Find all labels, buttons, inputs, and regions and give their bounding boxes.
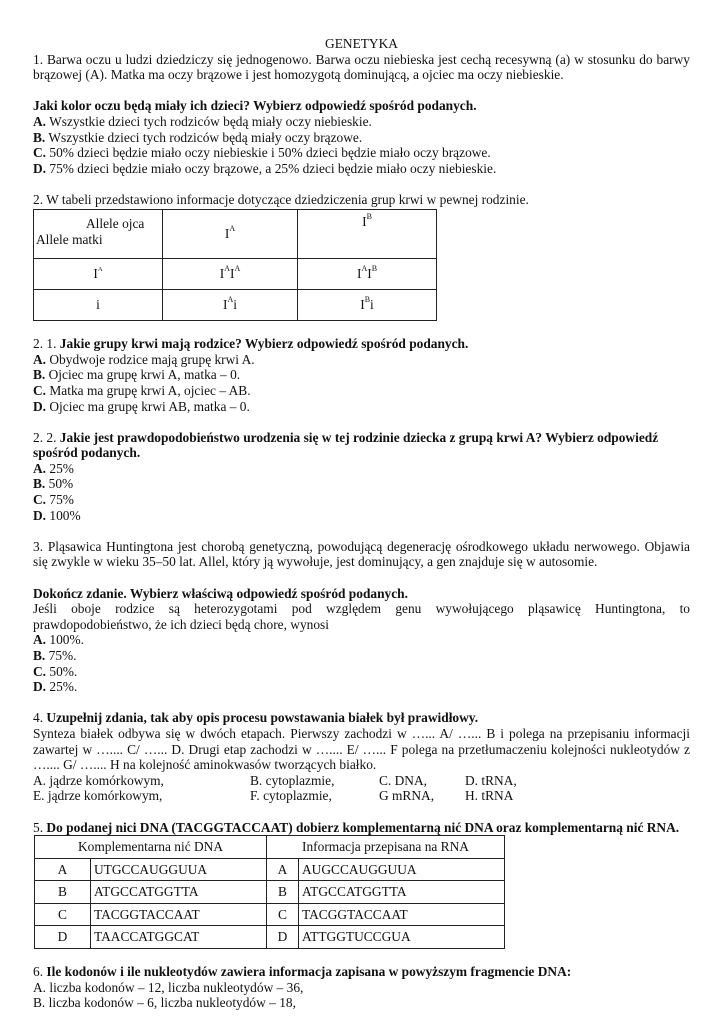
mother-allele-2: i: [34, 289, 163, 320]
dna-header: Komplementarna nić DNA: [35, 836, 267, 859]
q1-answer-a: A. Wszystkie dzieci tych rodziców będą miały oczy niebieskie.: [33, 113, 372, 129]
table-row: C TACGGTACCAAT C TACGGTACCAAT: [35, 903, 505, 926]
q4-question: 4. Uzupełnij zdania, tak aby opis procesu powstawania białek był prawidłowy.: [33, 710, 479, 726]
table-corner-cell: [34, 209, 163, 258]
table-row: D TAACCATGGCAT D ATTGGTUCCGUA: [35, 926, 505, 949]
father-alleles-label: Allele ojca: [86, 215, 145, 231]
q3-answer-d: D. 25%.: [33, 679, 78, 695]
q2-2-answer-c: C. 75%: [33, 492, 74, 508]
page-title: GENETYKA: [325, 36, 398, 51]
q3-answer-c: C. 50%.: [33, 663, 78, 679]
father-allele-2: $I^B$: [298, 209, 437, 258]
q4-options-row-1: A. jądrze komórkowym, B. cytoplazmie, C. DNA, D. tRNA,: [33, 772, 517, 788]
rna-header: Informacja przepisana na RNA: [267, 836, 505, 859]
q2-1-answer-c: C. Matka ma grupę krwi A, ojciec – AB.: [33, 382, 251, 398]
mother-alleles-label: Allele matki: [36, 231, 103, 247]
dna-table: [34, 835, 505, 949]
q6-question: 6. Ile kodonów i ile nukleotydów zawiera informacja zapisana w powyższym fragmencie DNA:: [33, 964, 572, 980]
blood-group-table: [33, 209, 437, 321]
q1-question: Jaki kolor oczu będą miały ich dzieci? Wybierz odpowiedź spośród podanych.: [33, 98, 477, 114]
q4-options-row-2: E. jądrze komórkowym, F. cytoplazmie, G mRNA, H. tRNA: [33, 788, 514, 804]
q2-2-question: 2. 2. Jakie jest prawdopodobieństwo urodzenia się w tej rodzinie dziecka z grupą krwi A? Wybierz odpowiedź spośród podanych.: [33, 429, 659, 461]
q3-stem: Jeśli oboje rodzice są heterozygotami pod względem genu wywołującego pląsawicę Huntingtona, to prawdopodobieństwo, że ich dzieci będą chore, wynosi: [33, 601, 690, 632]
q2-2-answer-a: A. 25%: [33, 460, 74, 476]
father-allele-1: $I^A$: [163, 209, 298, 258]
q1-answer-c: C. 50% dzieci będzie miało oczy niebieskie i 50% dzieci będzie miało oczy brązowe.: [33, 145, 491, 161]
q2-1-question: 2. 1. Jakie grupy krwi mają rodzice? Wybierz odpowiedź spośród podanych.: [33, 336, 469, 352]
q2-2-answer-b: B. 50%: [33, 476, 74, 492]
q1-answer-d: D. 75% dzieci będzie miało oczy brązowe, a 25% dzieci będzie miało oczy niebieskie.: [33, 160, 497, 176]
q2-intro: 2. W tabeli przedstawiono informacje dotyczące dziedziczenia grup krwi w pewnej rodzinie.: [33, 191, 529, 207]
q4-text: Synteza białek odbywa się w dwóch etapach. Pierwszy zachodzi w …... A/ …... B i polega na przepisaniu informacji zawartej w ….... C/ …... D. Drugi etap zachodzi w ….... E/ …... F polega na przetłumaczeniu kolejności nukleotydów z ….... G/ ….... H na kolejność aminokwasów tworzących białko.: [33, 725, 690, 773]
q2-1-answer-b: B. Ojciec ma grupę krwi A, matka – 0.: [33, 367, 241, 383]
q2-2-answer-d: D. 100%: [33, 507, 81, 523]
q3-answer-b: B. 75%.: [33, 648, 77, 663]
mother-allele-1: $I^A$: [34, 258, 163, 289]
table-row: B ATGCCATGGTTA B ATGCCATGGTTA: [35, 881, 505, 904]
q1-answer-b: B. Wszystkie dzieci tych rodziców będą miały oczy brązowe.: [33, 129, 363, 145]
q1-intro: 1. Barwa oczu u ludzi dziedziczy się jednogenowo. Barwa oczu niebieska jest cechą recesywną (a) w stosunku do barwy brązowej (A). Matka ma oczy brązowe i jest homozygotą dominującą, a ojciec ma oczy niebieskie.: [33, 51, 690, 83]
q3-question: Dokończ zdanie. Wybierz właściwą odpowiedź spośród podanych.: [33, 585, 408, 601]
genotype-cell: $I^Bi$: [298, 289, 437, 320]
q3-intro: 3. Pląsawica Huntingtona jest chorobą genetyczną, powodującą degenerację ośrodkowego układu nerwowego. Objawia się zwykle w wieku 35–50 lat. Allel, który ją wywołuje, jest dominujący, a gen znajduje się w autosomie.: [33, 538, 690, 570]
q3-answer-a: A. 100%.: [33, 632, 84, 648]
genotype-cell: $I^AI^A$: [163, 258, 298, 289]
q6-answer-b: B. liczba kodonów – 6, liczba nukleotydów – 18,: [33, 995, 296, 1011]
q6-answer-a: A. liczba kodonów – 12, liczba nukleotydów – 36,: [33, 979, 304, 995]
genotype-cell: $I^AI^B$: [298, 258, 437, 289]
worksheet: [33, 36, 690, 1011]
q2-1-answer-d: D. Ojciec ma grupę krwi AB, matka – 0.: [33, 398, 250, 414]
q5-question: 5. Do podanej nici DNA (TACGGTACCAAT) dobierz komplementarną nić DNA oraz komplementarną nić RNA.: [33, 819, 680, 835]
table-row: A UTGCCAUGGUUA A AUGCCAUGGUUA: [35, 858, 505, 881]
genotype-cell: $I^Ai$: [163, 289, 298, 320]
q2-1-answer-a: A. Obydwoje rodzice mają grupę krwi A.: [33, 351, 255, 367]
